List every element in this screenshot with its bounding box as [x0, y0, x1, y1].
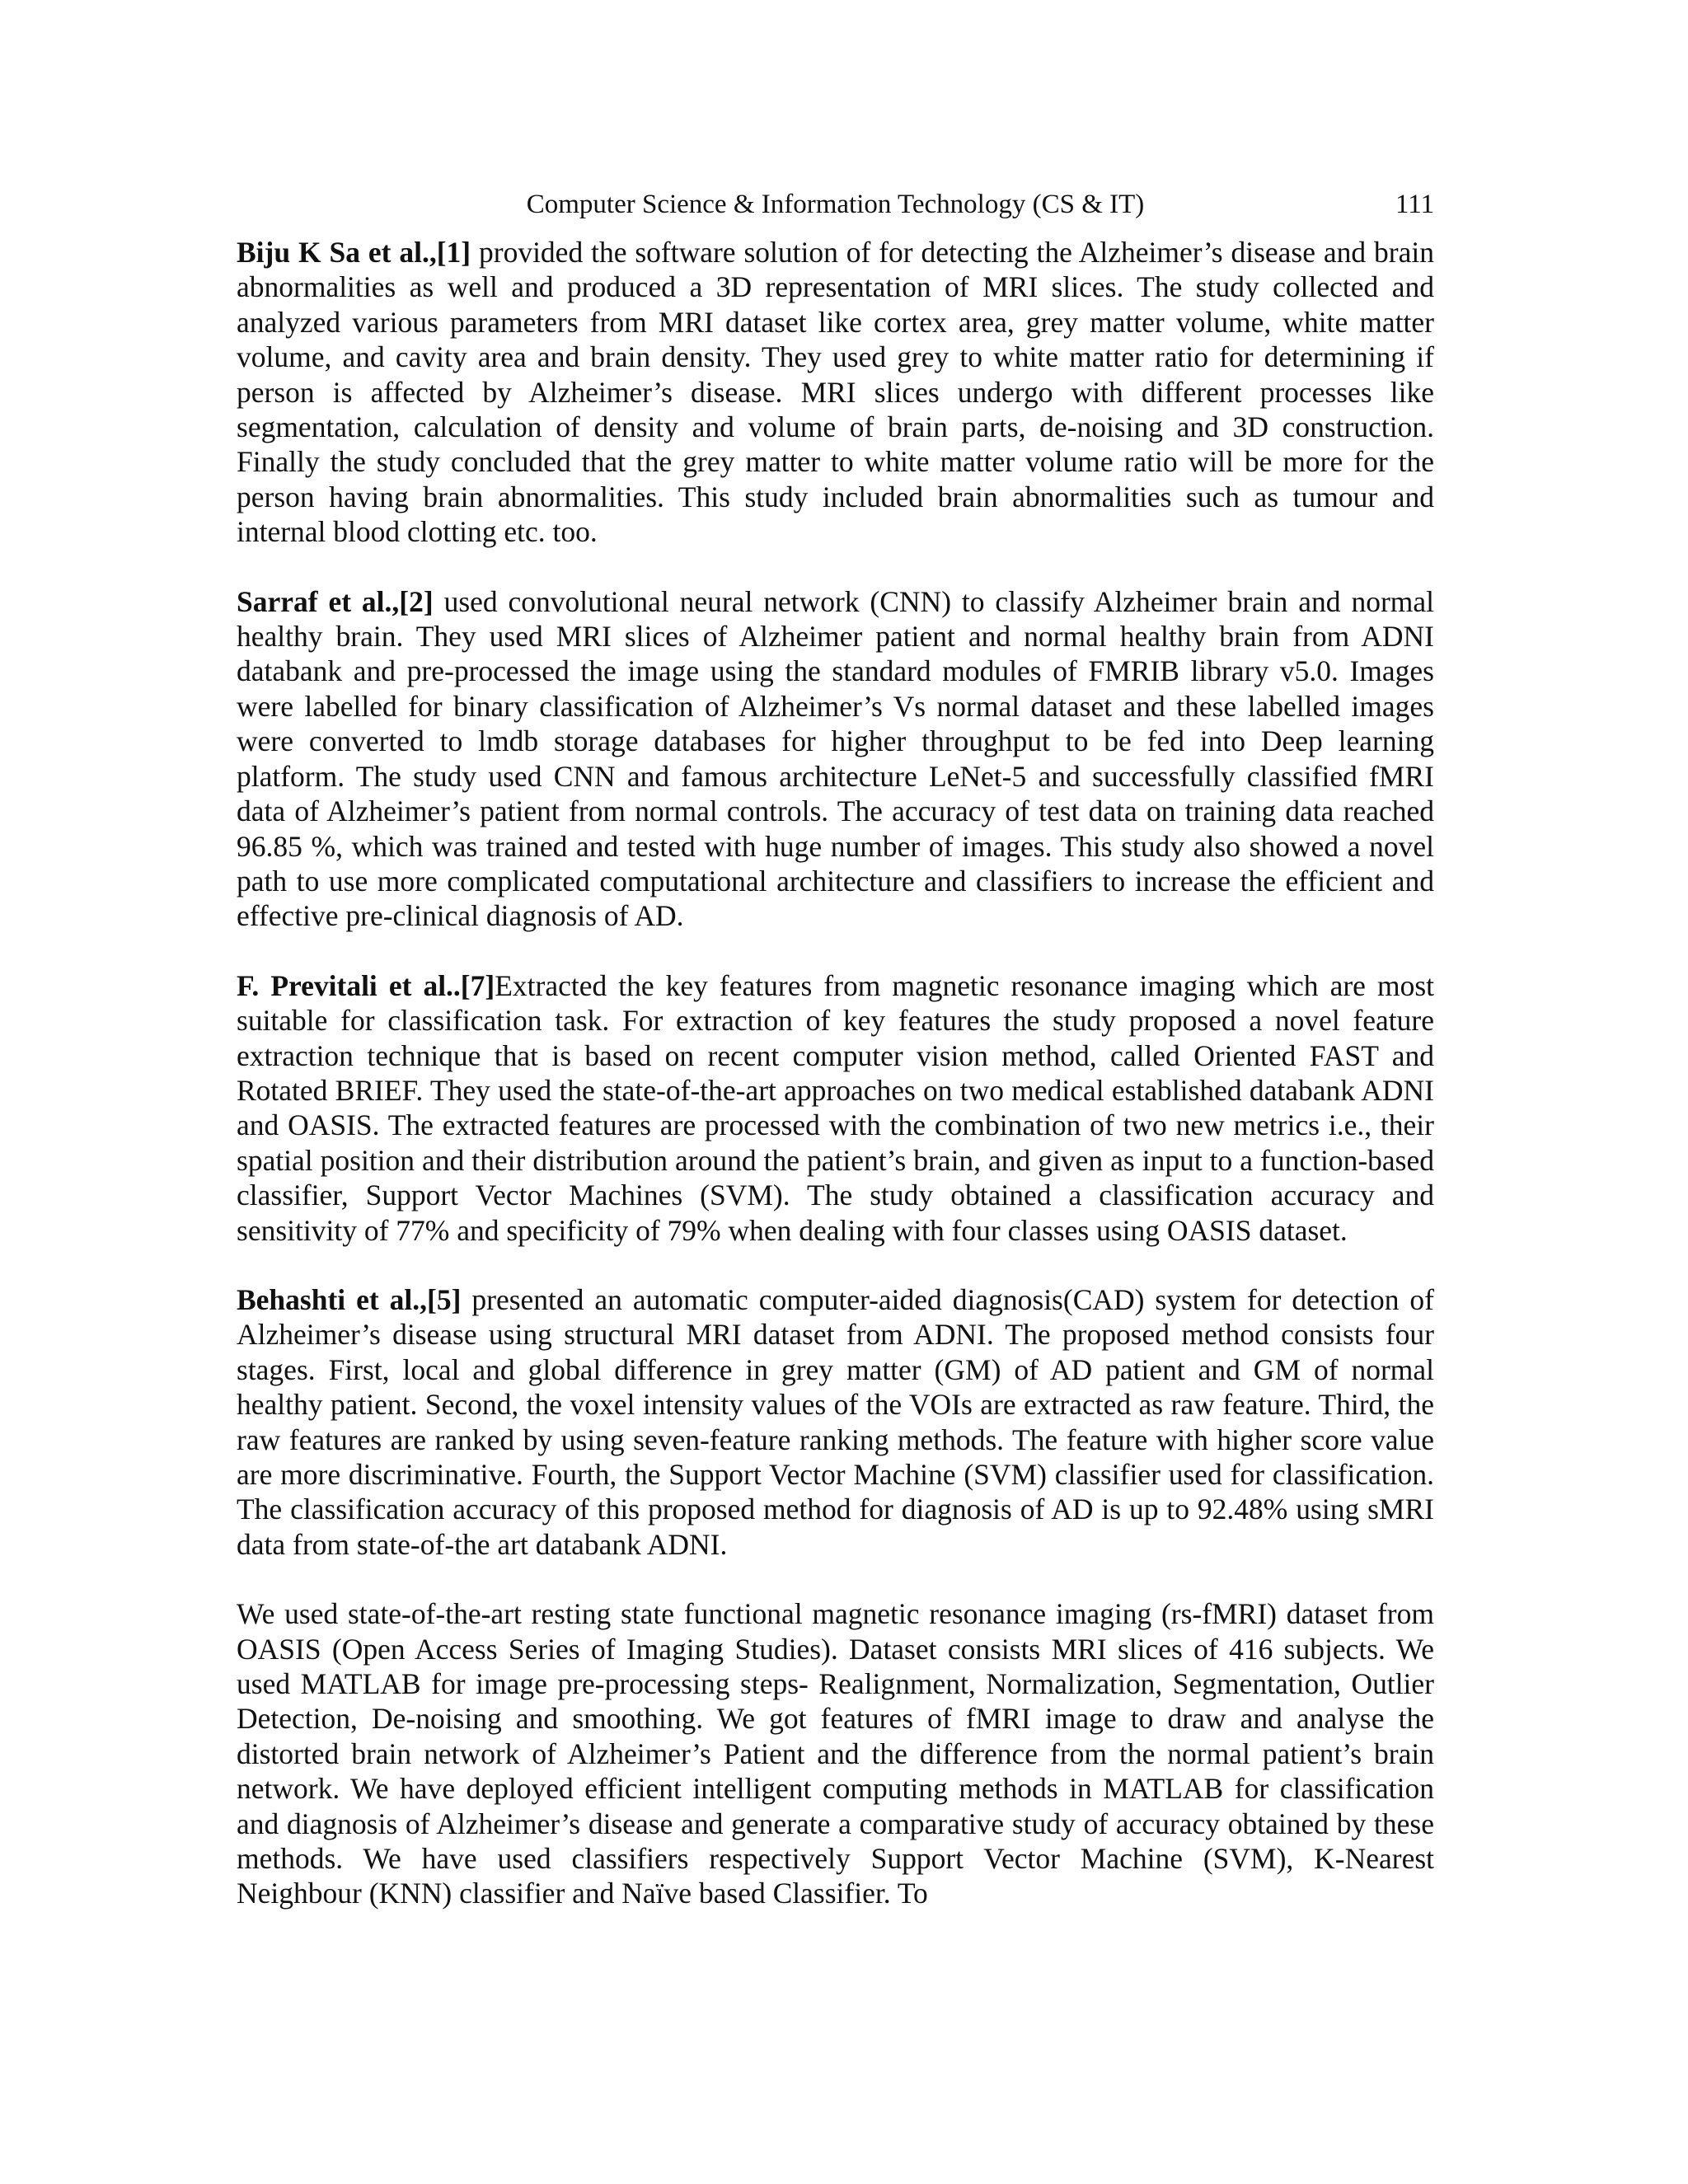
- citation-lead: F. Previtali et al..[7]: [237, 968, 495, 1002]
- page-number: 111: [1395, 190, 1434, 219]
- paragraph-sarraf: [237, 584, 1434, 934]
- paragraph-text: provided the software solution of for detecting the Alzheimer’s disease and brain abnormalities as well and produced a 3D representation of MRI slices. The study collected and analyzed various parameters from MRI dataset like cortex area, grey matter volume, white matter volume, and cavity area and brain density. They used grey to white matter ratio for determining if person is affected by Alzheimer’s disease. MRI slices undergo with different processes like segmentation, calculation of density and volume of brain parts, de-noising and 3D construction. Finally the study concluded that the grey matter to white matter volume ratio will be more for the person having brain abnormalities. This study included brain abnormalities such as tumour and internal blood clotting etc. too.: [237, 236, 1434, 549]
- paragraph-previtali: [237, 968, 1434, 1248]
- paragraph-behashti: [237, 1282, 1434, 1562]
- citation-lead: Behashti et al.,[5]: [237, 1282, 462, 1316]
- paragraph-text: presented an automatic computer-aided diagnosis(CAD) system for detection of Alzheimer’s disease using structural MRI dataset from ADNI. The proposed method consists four stages. First, local and global difference in grey matter (GM) of AD patient and GM of normal healthy patient. Second, the voxel intensity values of the VOIs are extracted as raw feature. Third, the raw features are ranked by using seven-feature ranking methods. The feature with higher score value are more discriminative. Fourth, the Support Vector Machine (SVM) classifier used for classification. The classification accuracy of this proposed method for diagnosis of AD is up to 92.48% using sMRI data from state-of-the art databank ADNI.: [237, 1282, 1434, 1561]
- paragraph-text: We used state-of-the-art resting state functional magnetic resonance imaging (rs-fMRI) dataset from OASIS (Open Access Series of Imaging Studies). Dataset consists MRI slices of 416 subjects. We used MATLAB for image pre-processing steps- Realignment, Normalization, Segmentation, Outlier Detection, De-noising and smoothing. We got features of fMRI image to draw and analyse the distorted brain network of Alzheimer’s Patient and the difference from the normal patient’s brain network. We have deployed efficient intelligent computing methods in MATLAB for classification and diagnosis of Alzheimer’s disease and generate a comparative study of accuracy obtained by these methods. We have used classifiers respectively Support Vector Machine (SVM), K-Nearest Neighbour (KNN) classifier and Naïve based Classifier. To: [237, 1597, 1434, 1910]
- journal-title: Computer Science & Information Technology (CS & IT): [526, 190, 1145, 219]
- paragraph-text: Extracted the key features from magnetic resonance imaging which are most suitable for classification task. For extraction of key features the study proposed a novel feature extraction technique that is based on recent computer vision method, called Oriented FAST and Rotated BRIEF. They used the state-of-the-art approaches on two medical established databank ADNI and OASIS. The extracted features are processed with the combination of two new metrics i.e., their spatial position and their distribution around the patient’s brain, and given as input to a function-based classifier, Support Vector Machines (SVM). The study obtained a classification accuracy and sensitivity of 77% and specificity of 79% when dealing with four classes using OASIS dataset.: [237, 968, 1434, 1247]
- running-header: [237, 186, 1434, 223]
- citation-lead: Biju K Sa et al.,[1]: [237, 236, 471, 269]
- body-text: [237, 235, 1434, 1911]
- paragraph-text: used convolutional neural network (CNN) to classify Alzheimer brain and normal healthy brain. They used MRI slices of Alzheimer patient and normal healthy brain from ADNI databank and pre-processed the image using the standard modules of FMRIB library v5.0. Images were labelled for binary classification of Alzheimer’s Vs normal dataset and these labelled images were converted to lmdb storage databases for higher throughput to be fed into Deep learning platform. The study used CNN and famous architecture LeNet-5 and successfully classified fMRI data of Alzheimer’s patient from normal controls. The accuracy of test data on training data reached 96.85 %, which was trained and tested with huge number of images. This study also showed a novel path to use more complicated computational architecture and classifiers to increase the efficient and effective pre-clinical diagnosis of AD.: [237, 584, 1434, 933]
- citation-lead: Sarraf et al.,[2]: [237, 584, 434, 618]
- paragraph-our-method: [237, 1596, 1434, 1911]
- paragraph-biju: [237, 235, 1434, 550]
